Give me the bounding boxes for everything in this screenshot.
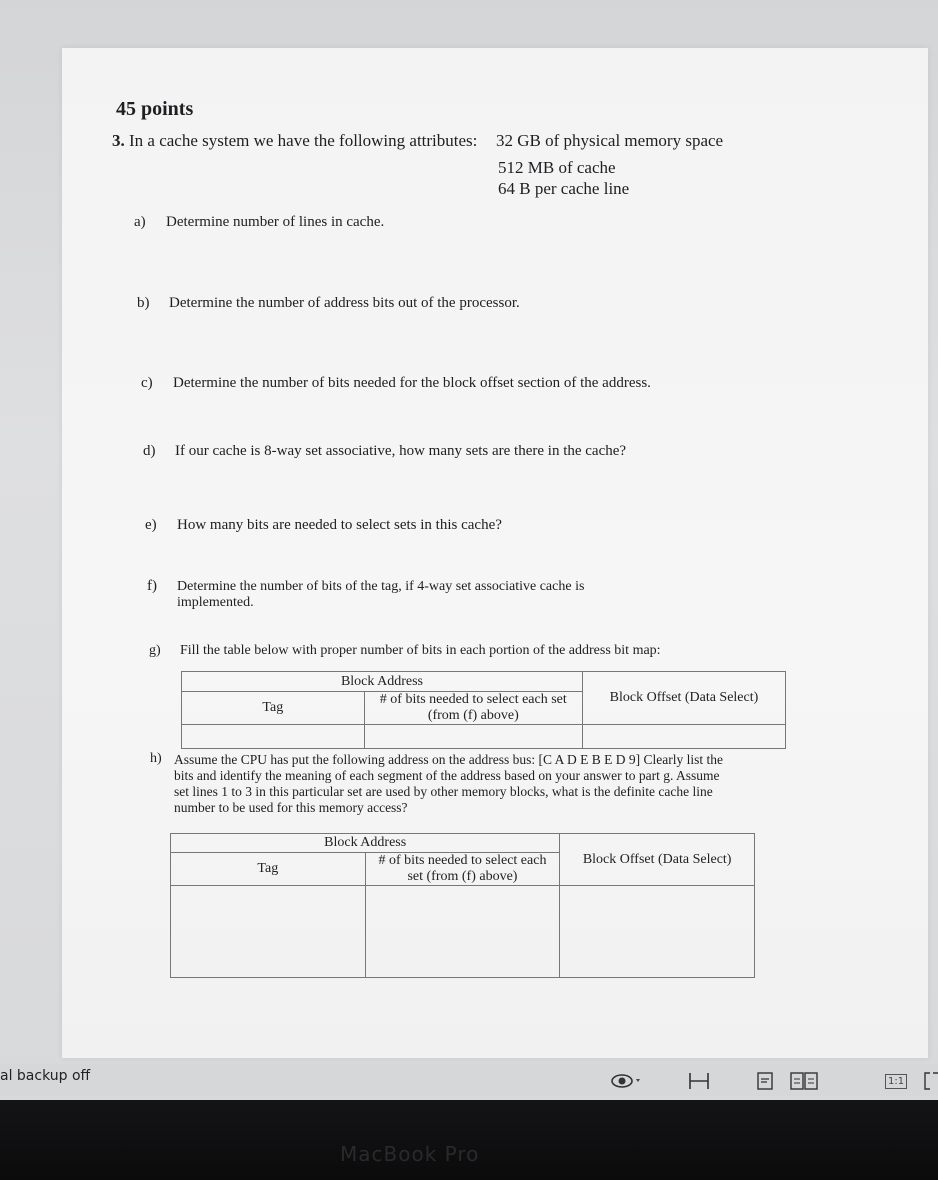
single-page-icon[interactable]: [756, 1072, 774, 1094]
tag-header: Tag: [171, 853, 366, 886]
part-a-label: a): [134, 214, 146, 230]
column-view-icon[interactable]: [688, 1072, 710, 1094]
part-b: [137, 295, 520, 312]
question-3-intro: [112, 131, 477, 151]
tag-answer-cell[interactable]: [182, 725, 365, 749]
part-h-label: h): [150, 751, 162, 766]
part-e: [145, 517, 502, 534]
part-e-label: e): [145, 517, 157, 533]
eye-icon[interactable]: [610, 1072, 644, 1094]
block-address-header: Block Address: [171, 834, 560, 853]
part-a: [134, 214, 384, 231]
part-g-label: g): [149, 643, 161, 658]
tag-header: Tag: [182, 692, 365, 725]
part-f-label: f): [147, 578, 157, 594]
bezel-brand-label: MacBook Pro: [340, 1142, 480, 1166]
attribute-cache: 512 MB of cache: [498, 158, 616, 177]
part-g: [149, 643, 661, 659]
part-d-text: If our cache is 8-way set associative, how many sets are there in the cache?: [175, 443, 627, 459]
tag-answer-cell[interactable]: [171, 886, 366, 978]
block-offset-answer-cell[interactable]: [560, 886, 755, 978]
backup-status: al backup off: [0, 1068, 91, 1084]
part-b-label: b): [137, 295, 150, 311]
set-select-header: # of bits needed to select each set (from (f) above): [365, 853, 560, 886]
part-a-text: Determine number of lines in cache.: [166, 214, 385, 230]
part-c: [141, 375, 651, 392]
set-select-header: # of bits needed to select each set (from (f) above): [364, 692, 582, 725]
question-intro-text: In a cache system we have the following attributes:: [129, 131, 478, 150]
part-d-label: d): [143, 443, 156, 459]
part-g-text: Fill the table below with proper number of bits in each portion of the address bit map:: [180, 643, 661, 658]
part-d: [143, 443, 626, 460]
address-bitmap-table-g: [181, 671, 786, 749]
attribute-memory: 32 GB of physical memory space: [496, 131, 724, 150]
block-offset-header: Block Offset (Data Select): [560, 834, 755, 886]
part-c-label: c): [141, 375, 153, 391]
part-f-text: Determine the number of bits of the tag, if 4-way set associative cache is implemented.: [177, 579, 585, 610]
laptop-bezel: [0, 1100, 938, 1180]
actual-size-badge[interactable]: 1:1: [885, 1074, 907, 1089]
set-select-answer-cell[interactable]: [365, 886, 560, 978]
address-bitmap-table-h: [170, 833, 755, 978]
two-page-icon[interactable]: [790, 1072, 818, 1094]
part-b-text: Determine the number of address bits out of the processor.: [169, 295, 520, 311]
block-address-header: Block Address: [182, 672, 583, 692]
set-select-answer-cell[interactable]: [364, 725, 582, 749]
block-offset-header: Block Offset (Data Select): [582, 672, 785, 725]
fit-page-icon[interactable]: [924, 1072, 938, 1094]
part-e-text: How many bits are needed to select sets in this cache?: [177, 517, 502, 533]
question-number: 3.: [112, 131, 125, 150]
block-offset-answer-cell[interactable]: [582, 725, 785, 749]
points-heading: 45 points: [116, 98, 194, 120]
part-h-text: Assume the CPU has put the following address on the address bus: [C A D E B E D 9] Clearly list the bits and identify the meaning of each segment of the address based on your answer to part g. Assume set lines 1 to 3 in this particular set are used by other memory blocks, what is the definite cache line number to be used for this memory access?: [174, 752, 723, 815]
part-c-text: Determine the number of bits needed for the block offset section of the address.: [173, 375, 651, 391]
attribute-line-size: 64 B per cache line: [498, 179, 630, 198]
